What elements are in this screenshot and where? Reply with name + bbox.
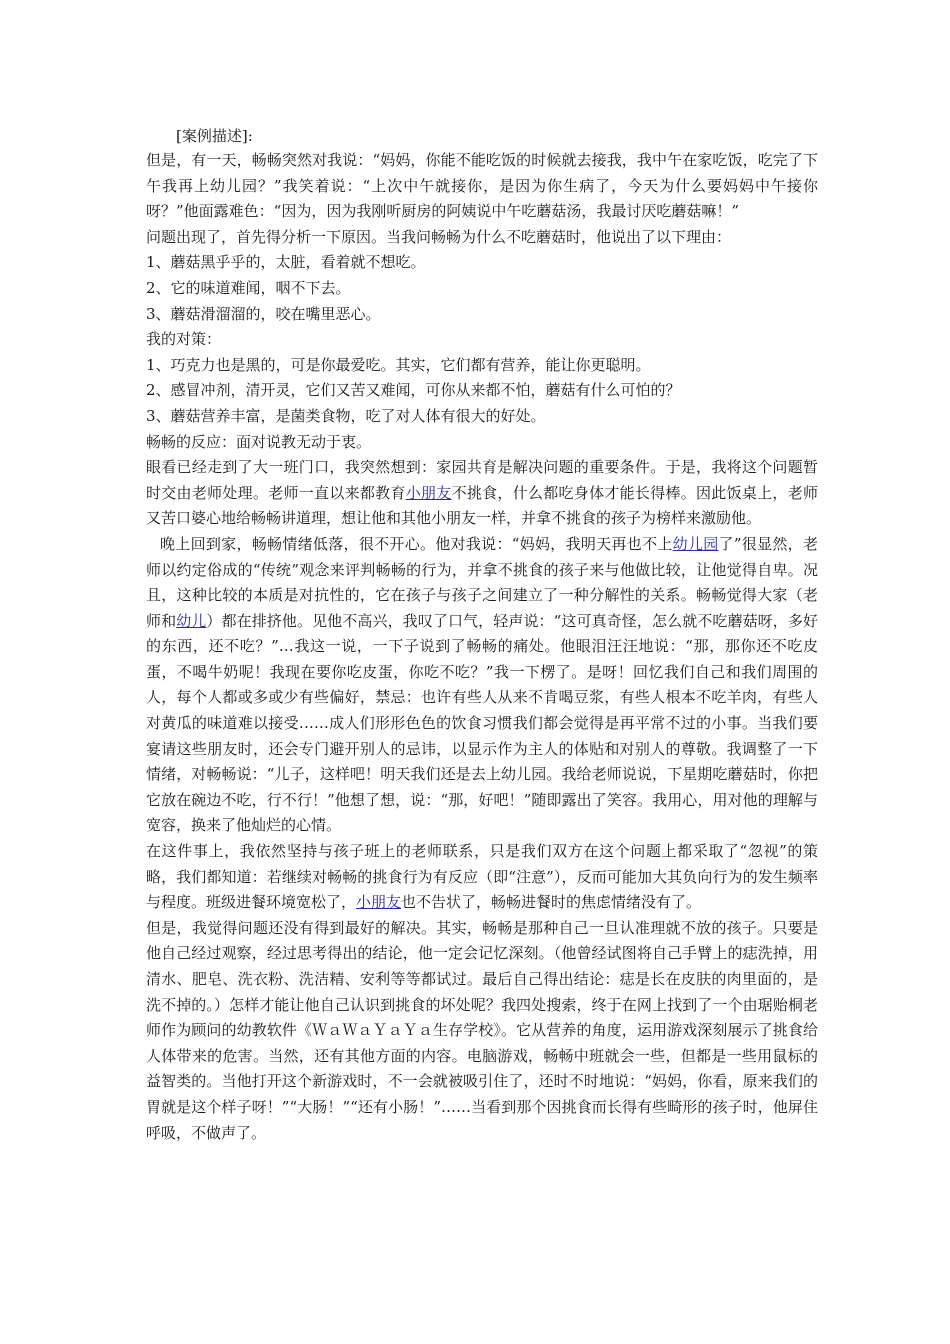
reaction-text: 畅畅的反应：面对说教无动于衷。 bbox=[146, 432, 372, 451]
strategy-item: 1、巧克力也是黑的，可是你最爱吃。其实，它们都有营养，能让你更聪明。 bbox=[146, 355, 651, 374]
link-youeryuan[interactable]: 幼儿园 bbox=[672, 534, 719, 553]
paragraph-evening-text-b: 了”很显然，老师以约定俗成的“传统”观念来评判畅畅的行为，并拿不挑食的孩子来与他做比较，让他觉得自卑。况且，这种比较的本质是对抗性的，它在孩子与孩子之间建立了一种分解性的关系。畅畅觉得大家（老师和 bbox=[146, 534, 818, 630]
paragraph-evening-text-c: ）都在排挤他。见他不高兴，我叹了口气，轻声说：“这可真奇怪，怎么就不吃蘑菇呀，多好的东西，还不吃？”…我这一说，一下子说到了畅畅的痛处。他眼泪汪汪地说：“那，那你还不吃皮蛋，不喝牛奶呢！我现在要你吃皮蛋，你吃不吃？”我一下楞了。是呀！回忆我们自己和我们周围的人，每个人都或多或少有些偏好，禁忌：也许有些人从来不肯喝豆浆，有些人根本不吃羊肉，有些人对黄瓜的味道难以接受……成人们形形色色的饮食习惯我们都会觉得是再平常不过的小事。当我们要宴请这些朋友时，还会专门避开别人的忌讳，以显示作为主人的体贴和对别人的尊敬。我调整了一下情绪，对畅畅说：“儿子，这样吧！明天我们还是去上幼儿园。我给老师说说，下星期吃蘑菇时，你把它放在碗边不吃，行不行！”他想了想，说：“那，好吧！”随即露出了笑容。我用心，用对他的理解与宽容，换来了他灿烂的心情。 bbox=[146, 611, 818, 835]
paragraph-problem: 问题出现了，首先得分析一下原因。当我问畅畅为什么不吃蘑菇时，他说出了以下理由： bbox=[146, 227, 732, 246]
paragraph-evening bbox=[146, 532, 818, 839]
reason-item: 2、它的味道难闻，咽不下去。 bbox=[146, 278, 351, 297]
paragraph-teacher bbox=[146, 455, 818, 532]
paragraph-ignore-strategy bbox=[146, 839, 818, 916]
link-xiaopengyou-2[interactable]: 小朋友 bbox=[356, 893, 402, 912]
strategy-item: 3、蘑菇营养丰富，是菌类食物，吃了对人体有很大的好处。 bbox=[146, 406, 546, 425]
strategy-item: 2、感冒冲剂，清开灵，它们又苦又难闻，可你从来都不怕，蘑菇有什么可怕的？ bbox=[146, 381, 681, 400]
paragraph-teacher-text-a: 眼看已经走到了大一班门口，我突然想到：家园共育是解决问题的重要条件。于是，我将这个问题暂时交由老师处理。老师一直以来都教育 bbox=[146, 458, 818, 502]
paragraph-ignore-text-b: 也不告状了，畅畅进餐时的焦虑情绪没有了。 bbox=[401, 893, 702, 912]
case-heading: [案例描述]: bbox=[176, 127, 253, 145]
paragraph-teacher-text-b: 不挑食，什么都吃身体才能长得棒。因此饭桌上，老师又苦口婆心地给畅畅讲道理，想让他和其他小朋友一样，并拿不挑食的孩子为榜样来激励他。 bbox=[146, 483, 818, 528]
reason-item: 1、蘑菇黑乎乎的，太脏，看着就不想吃。 bbox=[146, 253, 426, 272]
link-xiaopengyou[interactable]: 小朋友 bbox=[405, 483, 452, 502]
link-youer[interactable]: 幼儿 bbox=[176, 611, 207, 630]
strategy-title: 我的对策： bbox=[146, 330, 222, 349]
paragraph-ignore-text-a: 在这件事上，我依然坚持与孩子班上的老师联系，只是我们双方在这个问题上都采取了“忽视”的策略，我们都知道：若继续对畅畅的挑食行为有反应（即“注意”），反而可能加大其负向行为的发生频率与程度。班级进餐环境宽松了， bbox=[146, 842, 818, 912]
paragraph-intro: 但是，有一天，畅畅突然对我说：“妈妈，你能不能吃饭的时候就去接我，我中午在家吃饭，吃完了下午我再上幼儿园？”我笑着说：“上次中午就接你，是因为你生病了，今天为什么要妈妈中午接你呀？”他面露难色：“因为，因为我刚听厨房的阿姨说中午吃蘑菇汤，我最讨厌吃蘑菇嘛！” bbox=[146, 151, 818, 221]
reason-item: 3、蘑菇滑溜溜的，咬在嘴里恶心。 bbox=[146, 304, 381, 323]
paragraph-evening-text-a: 晚上回到家，畅畅情绪低落，很不开心。他对我说：“妈妈，我明天再也不上 bbox=[160, 534, 673, 553]
document-page bbox=[146, 124, 818, 1146]
paragraph-game: 但是，我觉得问题还没有得到最好的解决。其实，畅畅是那种自己一旦认准理就不放的孩子。只要是他自己经过观察，经过思考得出的结论，他一定会记忆深刻。（他曾经试图将自己手臂上的痣洗掉，用清水、肥皂、洗衣粉、洗洁精、安利等等都试过。最后自己得出结论：痣是长在皮肤的肉里面的，是洗不掉的。）怎样才能让他自己认识到挑食的坏处呢？我四处搜索，终于在网上找到了一个由琚贻桐老师作为顾问的幼教软件《ＷａＷａＹａＹａ生存学校》。它从营养的角度，运用游戏深刻展示了挑食给人体带来的危害。当然，还有其他方面的内容。电脑游戏，畅畅中班就会一些，但都是一些用鼠标的益智类的。当他打开这个新游戏时，不一会就被吸引住了，还时不时地说：“妈妈，你看，原来我们的胃就是这个样子呀！”“大肠！”“还有小肠！”……当看到那个因挑食而长得有些畸形的孩子时，他屏住呼吸，不做声了。 bbox=[146, 918, 818, 1142]
